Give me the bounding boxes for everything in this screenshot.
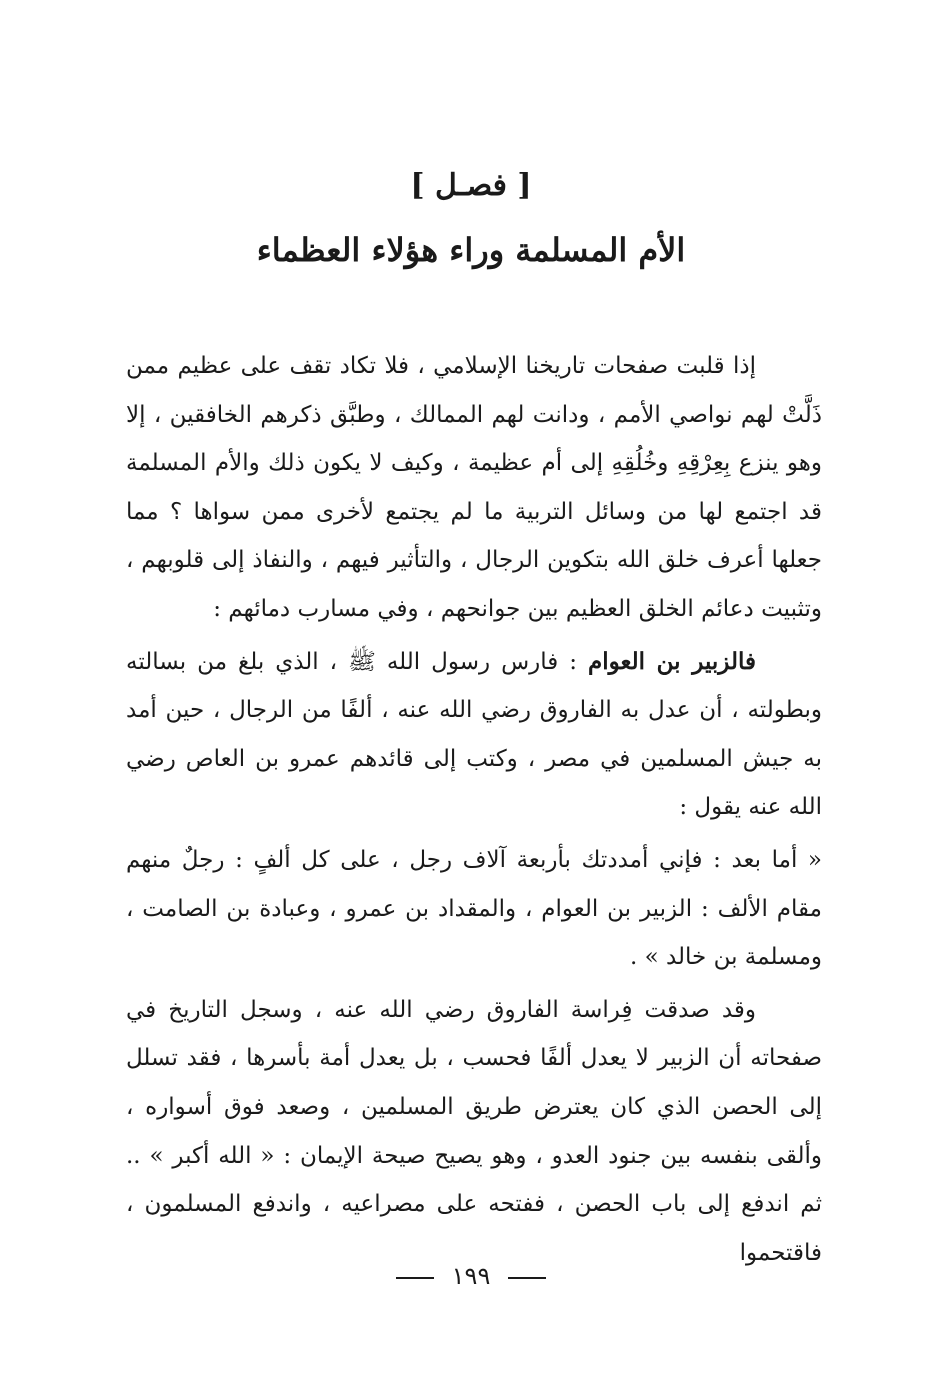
page-number-value: ١٩٩: [451, 1262, 491, 1290]
paragraph-zubair-text: : فارس رسول الله ﷺ ، الذي بلغ من بسالته وبطولته ، أن عدل به الفاروق رضي الله عنه ، ألفًا من الرجال ، حين أمد به جيش المسلمين في مصر ، وكتب إلى قائدهم عمرو بن العاص رضي الله عنه يقول :: [126, 648, 822, 821]
page-number-dash-left: [396, 1277, 434, 1279]
paragraph-farooq: وقد صدقت فِراسة الفاروق رضي الله عنه ، وسجل التاريخ في صفحاته أن الزبير لا يعدل ألفًا فحسب ، بل يعدل أمة بأسرها ، فقد تسلل إلى الحصن الذي كان يعترض طريق المسلمين ، وصعد فوق أسواره ، وألقى بنفسه بين جنود العدو ، وهو يصيح صيحة الإيمان : « الله أكبر » .. ثم اندفع إلى باب الحصن ، ففتحه على مصراعيه ، واندفع المسلمون ، فاقتحموا: [126, 996, 822, 1266]
paragraph-zubair-lead: فالزبير بن العوام: [588, 647, 756, 675]
page-number-dash-right: [508, 1277, 546, 1279]
paragraph-zubair: [126, 638, 822, 832]
paragraph-intro: إذا قلبت صفحات تاريخنا الإسلامي ، فلا تكاد تقف على عظيم ممن ذَلَّتْ لهم نواصي الأمم ، ودانت لهم الممالك ، وطبَّق ذكرهم الخافقين ، إلا وهو ينزع بِعِرْقِهِ وخُلُقِهِ إلى أم عظيمة ، وكيف لا يكون ذلك والأم المسلمة قد اجتمع لها من وسائل التربية ما لم يجتمع لأخرى ممن سواها ؟ مما جعلها أعرف خلق الله بتكوين الرجال ، والتأثير فيهم ، والنفاذ إلى قلوبهم ، وتثبيت دعائم الخلق العظيم بين جوانحهم ، وفي مسارب دمائهم :: [126, 353, 822, 622]
chapter-title: الأم المسلمة وراء هؤلاء العظماء: [256, 231, 686, 269]
page-number: [0, 1260, 942, 1292]
section-label: [ فصـل ]: [410, 168, 532, 203]
paragraph-quote: « أما بعد : فإني أمددتك بأربعة آلاف رجل ، على كل ألفٍ : رجلٌ منهم مقام الألف : الزبير بن العوام ، والمقداد بن عمرو ، وعبادة بن الصامت ، ومسلمة بن خالد » .: [126, 846, 822, 971]
body-text: [126, 342, 822, 1277]
